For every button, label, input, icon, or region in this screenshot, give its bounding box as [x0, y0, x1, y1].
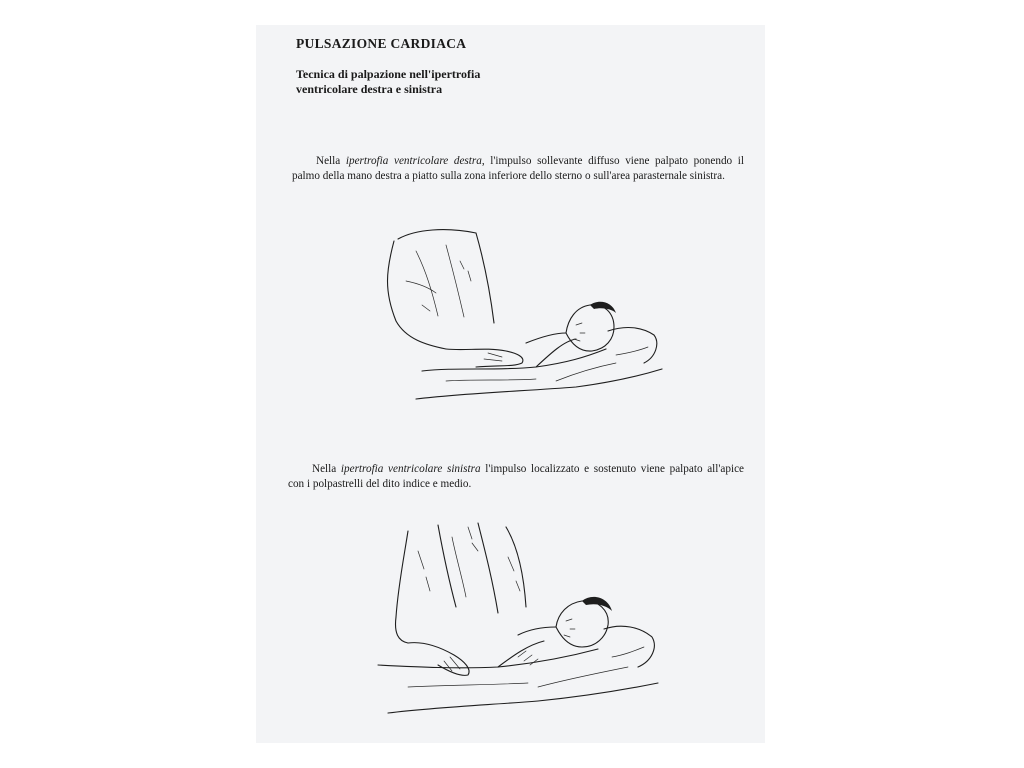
paragraph2-rest: l'impulso localizzato e sostenuto viene palpato all'apice con i polpastrelli del dito indice e medio.: [288, 463, 745, 490]
illustration-right-palpation: [376, 221, 676, 413]
document-page: [256, 25, 765, 743]
drawing-left-palpation: [368, 517, 668, 731]
paragraph1-lead: Nella: [316, 155, 346, 168]
paragraph1-rest: , l'impulso sollevante diffuso viene palpato ponendo il palmo della mano destra a piatto sulla zona inferiore dello sterno o sull'area parasternale sinistra.: [292, 155, 744, 182]
paragraph2-emphasis: ipertrofia ventricolare sinistra: [340, 463, 481, 476]
illustration-left-palpation: [368, 517, 668, 731]
drawing-right-palpation: [376, 221, 676, 413]
paragraph-left-hypertrophy: [288, 462, 744, 491]
page-header: PULSAZIONE CARDIACA: [296, 36, 467, 51]
paragraph1-emphasis: ipertrofia ventricolare destra: [345, 155, 482, 168]
paragraph-right-hypertrophy: [292, 154, 744, 183]
paragraph2-lead: Nella: [312, 463, 341, 476]
section-subtitle: Tecnica di palpazione nell'ipertrofia ventricolare destra e sinistra: [296, 67, 481, 96]
